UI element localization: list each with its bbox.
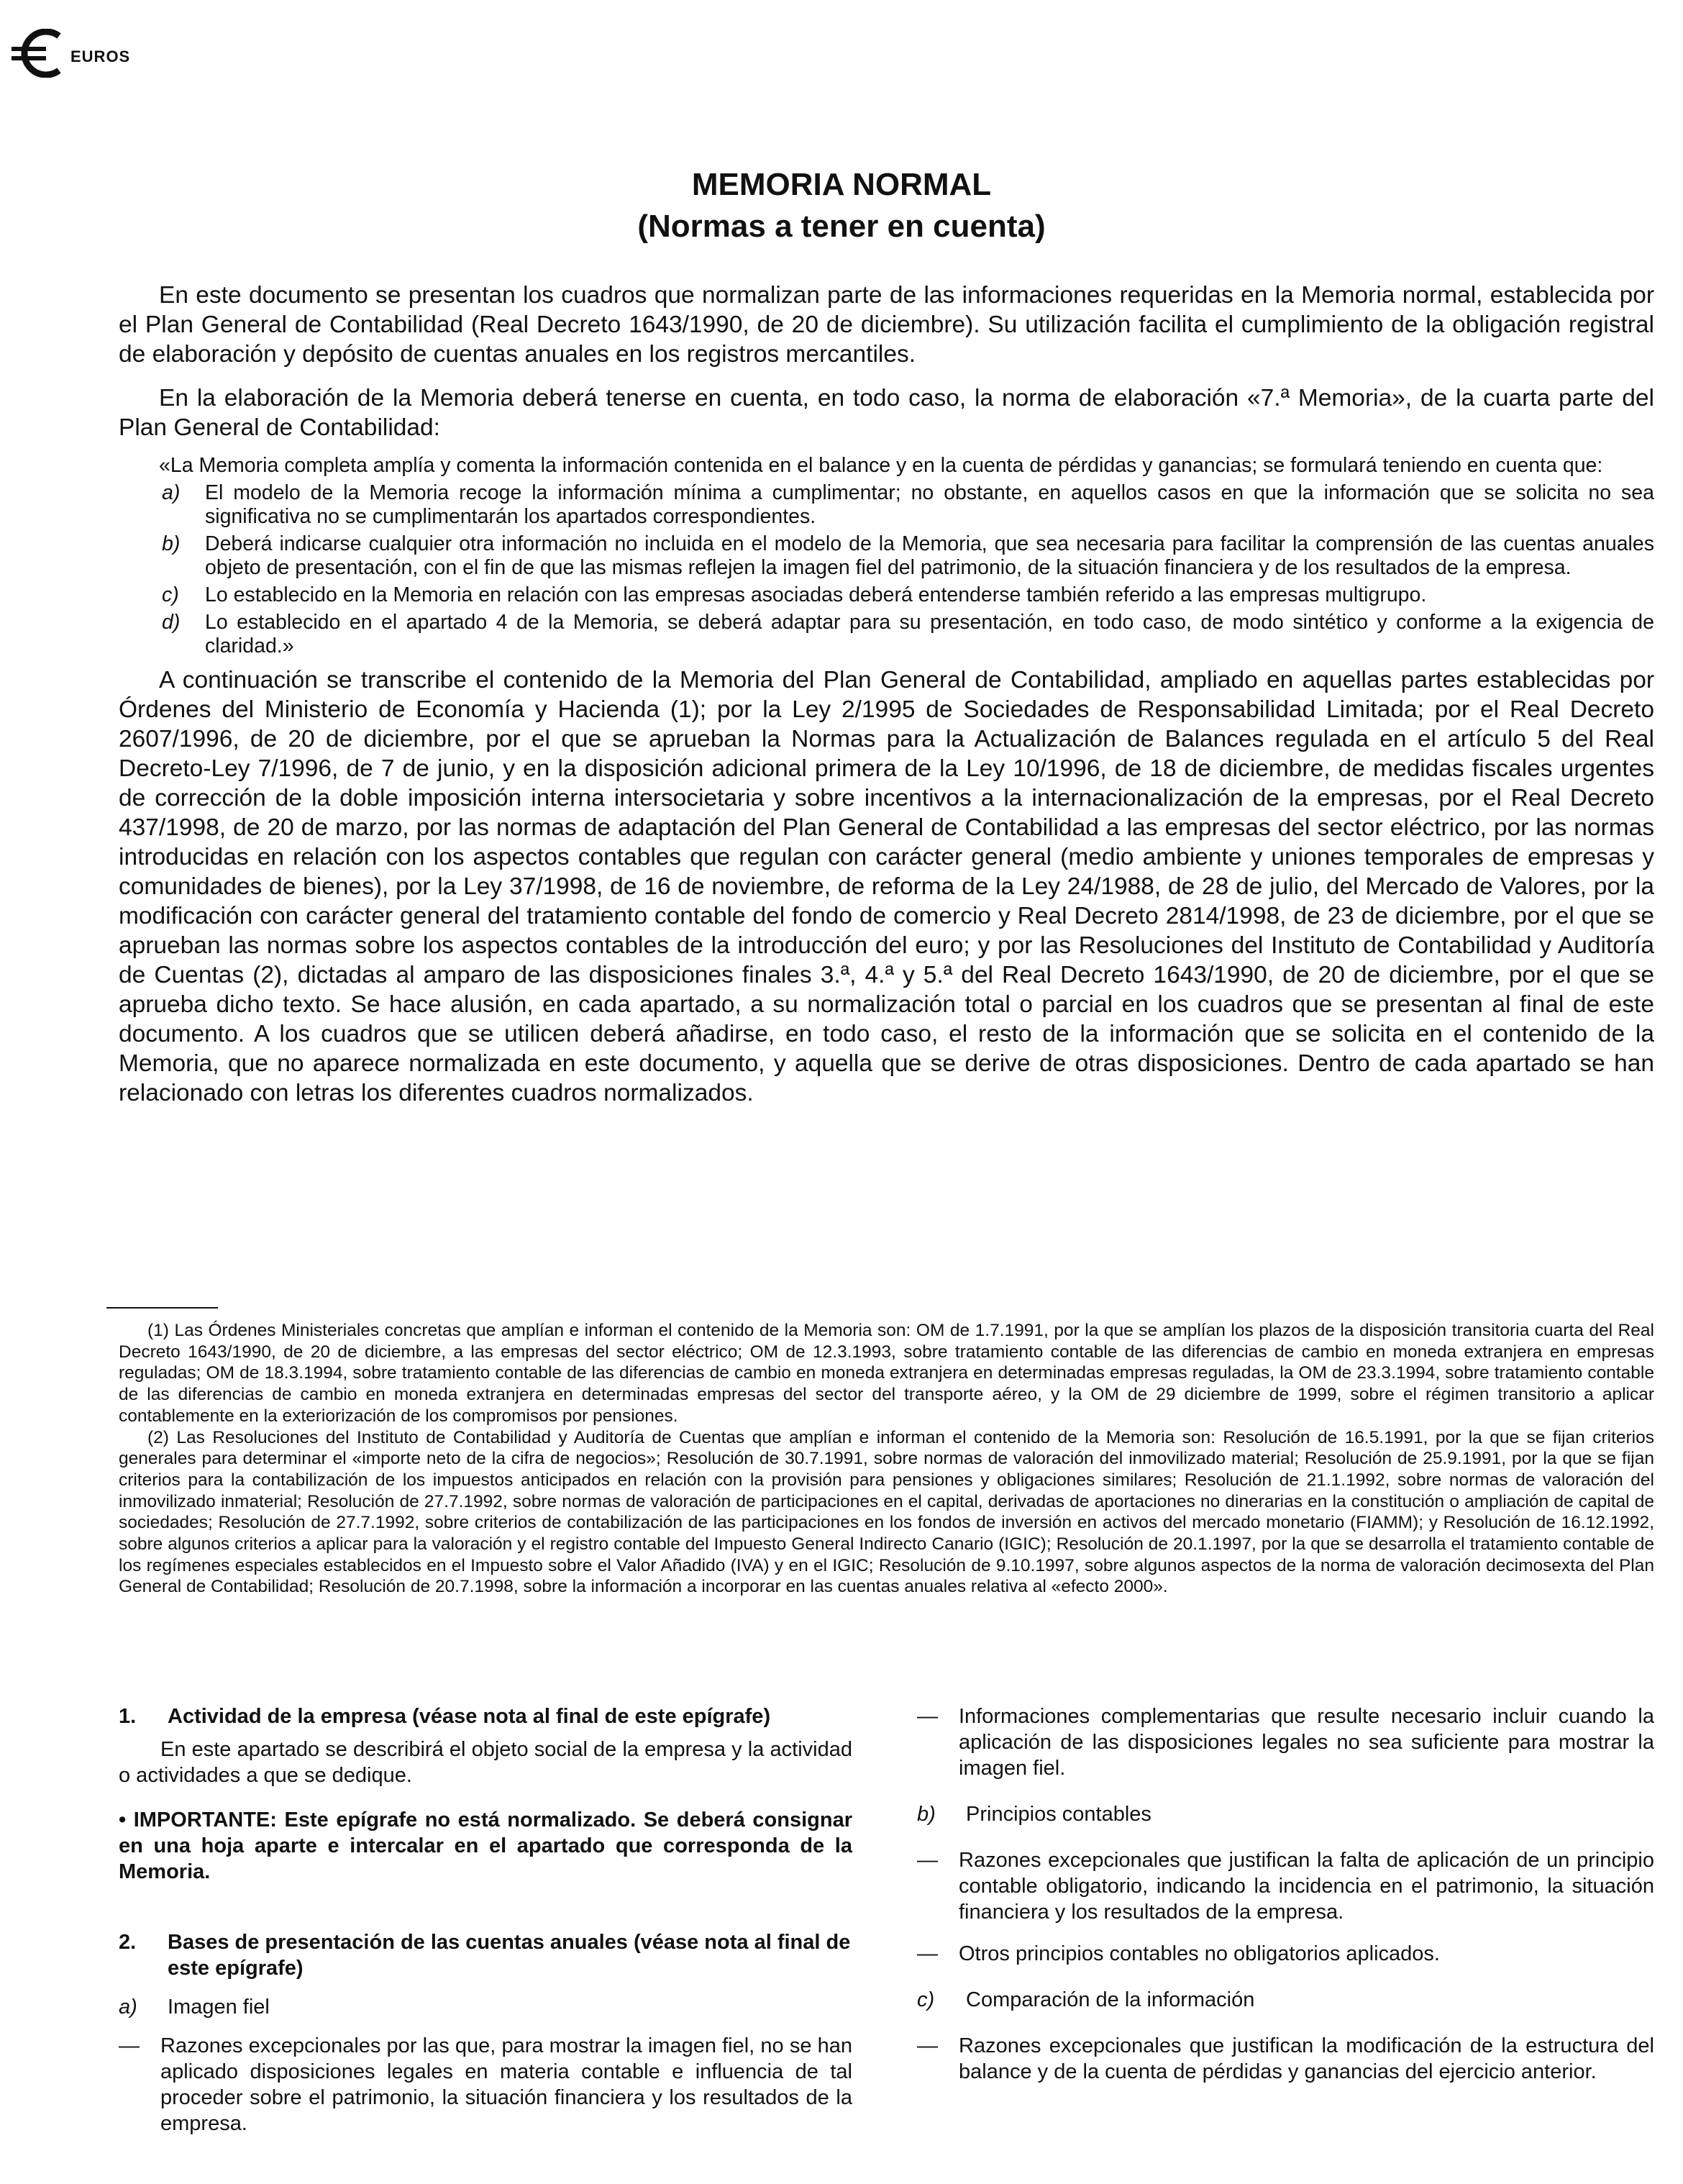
quote-item-letter: b)	[162, 532, 181, 555]
memoria-quote	[119, 454, 1654, 658]
quote-item-letter: d)	[162, 611, 181, 634]
dash-item-text: Razones excepcionales que justifican la falta de aplicación de un principio contable obligatorio, indicando la incidencia en el patrimonio, la situación financiera y los resultados de la empresa.	[959, 1849, 1654, 1924]
footnotes	[119, 1320, 1654, 1598]
euros-logo	[10, 29, 130, 78]
subsection-title: Imagen fiel	[168, 1996, 270, 2019]
dash-mark: —	[917, 1705, 938, 1728]
intro-paragraph-3: A continuación se transcribe el contenido de la Memoria del Plan General de Contabilidad, ampliado en aquellas partes establecidas por Órdenes del Ministerio de Economía y Hacienda (1); por la Ley 2/1995 de Sociedades de Responsabilidad Limitada; por el Real Decreto 2607/1996, de 20 de diciembre, por el que se aprueban la Normas para la Actualización de Balances regulada en el artículo 5 del Real Decreto-Ley 7/1996, de 7 de junio, y en la disposición adicional primera de la Ley 10/1996, de 18 de diciembre, de medidas fiscales urgentes de corrección de la doble imposición interna intersocietaria y sobre incentivos a la internacionalización de la empresas, por el Real Decreto 437/1998, de 20 de marzo, por las normas de adaptación del Plan General de Contabilidad a las empresas del sector eléctrico, por las normas introducidas en relación con los aspectos contables que regulan con carácter general (medio ambiente y uniones temporales de empresas y comunidades de bienes), por la Ley 37/1998, de 16 de noviembre, de reforma de la Ley 24/1988, de 28 de julio, del Mercado de Valores, por la modificación con carácter general del tratamiento contable del fondo de comercio y Real Decreto 2814/1998, de 23 de diciembre, por el que se aprueban las normas sobre los aspectos contables de la introducción del euro; y por las Resoluciones del Instituto de Contabilidad y Auditoría de Cuentas (2), dictadas al amparo de las disposiciones finales 3.ª, 4.ª y 5.ª del Real Decreto 1643/1990, de 20 de diciembre, por el que se aprueba dicho texto. Se hace alusión, en cada apartado, a su normalización total o parcial en los cuadros que se presentan al final de este documento. A los cuadros que se utilicen deberá añadirse, en todo caso, el resto de la información que se solicita en el contenido de la Memoria, que no aparece normalizada en este documento, y aquella que se derive de otras disposiciones. Dentro de cada apartado se han relacionado con letras los diferentes cuadros normalizados.	[119, 667, 1654, 1106]
footnote-divider	[106, 1307, 218, 1309]
dash-mark: —	[917, 1942, 938, 1965]
footnote-1: (1) Las Órdenes Ministeriales concretas que amplían e informan el contenido de la Memoria son: OM de 1.7.1991, por la que se amplían los plazos de la disposición transitoria cuarta del Real Decreto 1643/1990, de 20 de diciembre, a las empresas del sector eléctrico; OM de 12.3.1993, sobre tratamiento contable de las diferencias de cambio en moneda extranjera en empresas reguladas; OM de 18.3.1994, sobre tratamiento contable de las diferencias de cambio en moneda extranjera en determinadas empresas reguladas, la OM de 23.3.1994, sobre tratamiento contable de las diferencias de cambio en moneda extranjera en determinadas empresas del sector del transporte aéreo, y la OM de 29 diciembre de 1999, sobre el régimen transitorio a aplicar contablemente en la exteriorización de los compromisos por pensiones.	[119, 1321, 1654, 1426]
section-title: Actividad de la empresa (véase nota al final de este epígrafe)	[168, 1705, 771, 1728]
subsection-b	[917, 1801, 1654, 1827]
intro-section	[119, 281, 1654, 1108]
dash-mark: —	[119, 2034, 140, 2057]
intro-paragraph-1: En este documento se presentan los cuadros que normalizan parte de las informaciones requeridas en la Memoria normal, establecida por el Plan General de Contabilidad (Real Decreto 1643/1990, de 20 de diciembre). Su utilización facilita el cumplimiento de la obligación registral de elaboración y depósito de cuentas anuales en los registros mercantiles.	[119, 282, 1654, 368]
important-note: • IMPORTANTE: Este epígrafe no está normalizado. Se deberá consignar en una hoja aparte e intercalar en el apartado que corresponda de la Memoria.	[119, 1808, 852, 1883]
title-line-2: (Normas a tener en cuenta)	[637, 209, 1046, 244]
quote-intro: «La Memoria completa amplía y comenta la información contenida en el balance y en la cuenta de pérdidas y ganancias; se formulará teniendo en cuenta que:	[159, 454, 1603, 477]
title-line-1: MEMORIA NORMAL	[691, 167, 992, 202]
section-number: 1.	[119, 1705, 137, 1728]
dash-mark: —	[917, 1849, 938, 1872]
quote-item-c	[119, 583, 1654, 607]
right-column	[917, 1703, 1654, 2085]
section-title: Bases de presentación de las cuentas anuales (véase nota al final de este epígrafe)	[168, 1931, 851, 1980]
dash-item-text: Otros principios contables no obligatorios aplicados.	[959, 1942, 1440, 1965]
footnote-2: (2) Las Resoluciones del Instituto de Contabilidad y Auditoría de Cuentas que amplían e informan el contenido de la Memoria son: Resolución de 16.5.1991, por la que se fijan criterios generales para determinar el «importe neto de la cifra de negocios»; Resolución de 30.7.1991, sobre normas de valoración del inmovilizado material; Resolución de 25.9.1991, por la que se fijan criterios para la contabilización de los impuestos anticipados en relación con la provisión para pensiones y obligaciones similares; Resolución de 21.1.1992, sobre normas de valoración del inmovilizado inmaterial; Resolución de 27.7.1992, sobre normas de valoración de participaciones en el capital, derivadas de aportaciones no dinerarias en la constitución o ampliación de capital de sociedades; Resolución de 27.7.1992, sobre criterios de contabilización de las participaciones en los fondos de inversión en activos del mercado monetario (FIAMM); y Resolución de 16.12.1992, sobre algunos criterios a aplicar para la valoración y el registro contable del Impuesto General Indirecto Canario (IGIC); Resolución de 20.1.1997, por la que se desarrolla el tratamiento contable de los regímenes especiales establecidos en el Impuesto sobre el Valor Añadido (IVA) y en el IGIC; Resolución de 9.10.1997, sobre algunos aspectos de la norma de valoración decimosexta del Plan General de Contabilidad; Resolución de 20.7.1998, sobre la información a incorporar en las cuentas anuales relativa al «efecto 2000».	[119, 1427, 1654, 1597]
intro-paragraph-2: En la elaboración de la Memoria deberá tenerse en cuenta, en todo caso, la norma de elaboración «7.ª Memoria», de la cuarta parte del Plan General de Contabilidad:	[119, 385, 1654, 441]
dash-item	[917, 2033, 1654, 2085]
quote-item-letter: c)	[162, 583, 179, 606]
subsection-letter: c)	[917, 1988, 935, 2011]
subsection-letter: b)	[917, 1803, 936, 1826]
quote-item-b	[119, 532, 1654, 580]
document-title	[0, 164, 1683, 247]
quote-item-letter: a)	[162, 481, 181, 504]
subsection-c	[917, 1987, 1654, 2013]
logo-text: EUROS	[70, 47, 131, 65]
quote-item-text: Lo establecido en la Memoria en relación con las empresas asociadas deberá entenderse también referido a las empresas multigrupo.	[205, 583, 1427, 606]
quote-item-text: El modelo de la Memoria recoge la información mínima a cumplimentar; no obstante, en aquellos casos en que la información que se solicita no sea significativa no se cumplimentarán los apartados correspondientes.	[205, 481, 1654, 528]
subsection-a	[119, 1994, 852, 2020]
quote-item-d	[119, 611, 1654, 658]
quote-item-text: Deberá indicarse cualquier otra información no incluida en el modelo de la Memoria, que sea necesaria para facilitar la comprensión de las cuentas anuales objeto de presentación, con el fin de que las mismas reflejen la imagen fiel del patrimonio, de la situación financiera y de los resultados de la empresa.	[205, 532, 1654, 579]
subsection-title: Comparación de la información	[966, 1988, 1255, 2011]
dash-item-text: Razones excepcionales por las que, para mostrar la imagen fiel, no se han aplicado disposiciones legales en materia contable e influencia de tal proceder sobre el patrimonio, la situación financiera y los resultados de la empresa.	[160, 2034, 852, 2135]
subsection-title: Principios contables	[966, 1803, 1151, 1826]
section-1-heading	[119, 1703, 852, 1729]
section-2-heading	[119, 1929, 852, 1981]
dash-item	[119, 2033, 852, 2137]
left-column	[119, 1703, 852, 2137]
quote-item-a	[119, 481, 1654, 529]
dash-mark: —	[917, 2034, 938, 2057]
section-number: 2.	[119, 1931, 137, 1954]
dash-item-text: Razones excepcionales que justifican la modificación de la estructura del balance y de la cuenta de pérdidas y ganancias del ejercicio anterior.	[959, 2034, 1654, 2083]
euro-icon	[10, 29, 69, 78]
quote-item-text: Lo establecido en el apartado 4 de la Memoria, se deberá adaptar para su presentación, en todo caso, de modo sintético y conforme a la exigencia de claridad.»	[205, 611, 1654, 658]
dash-item	[917, 1941, 1654, 1967]
subsection-letter: a)	[119, 1996, 137, 2019]
dash-item	[917, 1703, 1654, 1781]
dash-item-text: Informaciones complementarias que resulte necesario incluir cuando la aplicación de las disposiciones legales no sea suficiente para mostrar la imagen fiel.	[959, 1705, 1654, 1780]
dash-item	[917, 1847, 1654, 1925]
section-1-body: En este apartado se describirá el objeto social de la empresa y la actividad o actividades a que se dedique.	[119, 1738, 852, 1787]
